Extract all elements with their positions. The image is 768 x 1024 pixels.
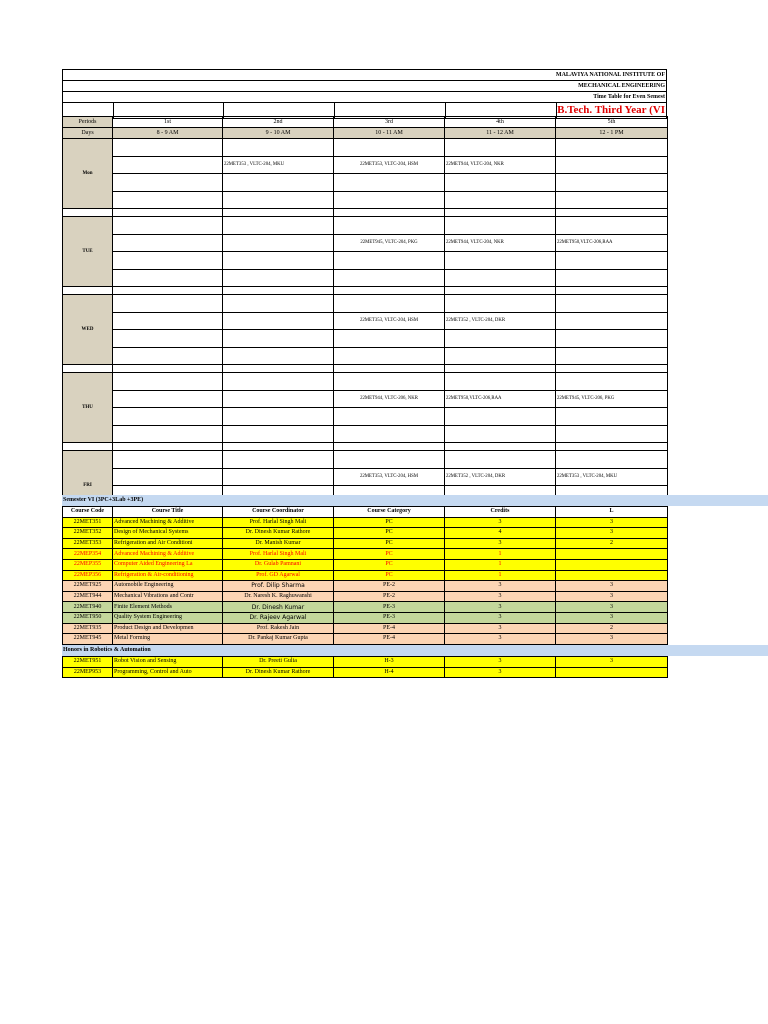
course-category: PE-4 xyxy=(334,623,445,634)
timetable-slot xyxy=(556,191,668,209)
column-header: Credits xyxy=(445,507,556,518)
timetable-slot xyxy=(113,468,223,486)
course-category: PE-3 xyxy=(334,602,445,613)
course-coordinator: Prof. Harlal Singh Mali xyxy=(223,549,334,560)
day-label: THU xyxy=(63,373,113,443)
course-code: 22MET944 xyxy=(63,591,113,602)
course-category: PC xyxy=(334,517,445,528)
course-credits: 1 xyxy=(445,559,556,570)
course-row xyxy=(63,623,668,634)
course-row xyxy=(63,667,668,678)
course-title: Programming, Control and Auto xyxy=(113,667,223,678)
day-label: FRI xyxy=(63,451,113,521)
timetable-slot xyxy=(113,217,223,235)
timetable-slot xyxy=(113,295,223,313)
timetable-slot: 22MET352 , VLTC-204, DKR xyxy=(445,312,556,330)
column-header: Course Title xyxy=(113,507,223,518)
day-subrow xyxy=(63,191,668,209)
timetable-slot: 22MET945, VLTC-204, PKG xyxy=(334,234,445,252)
timetable-slot xyxy=(223,234,334,252)
timetable-slot xyxy=(556,174,668,192)
gap-cell xyxy=(445,443,556,451)
day-gap xyxy=(63,209,668,217)
course-credits: 3 xyxy=(445,623,556,634)
column-header: L xyxy=(556,507,668,518)
course-title: Advanced Machining & Additive xyxy=(113,517,223,528)
timetable-slot xyxy=(223,425,334,443)
gap-cell xyxy=(223,209,334,217)
periods-label: Periods xyxy=(63,117,113,128)
timetable-slot xyxy=(445,425,556,443)
course-coordinator: Dr. Pankaj Kumar Gupta xyxy=(223,634,334,645)
timetable-slot xyxy=(334,425,445,443)
period-header: 1st xyxy=(113,117,223,128)
course-lectures xyxy=(556,549,668,560)
day-subrow xyxy=(63,252,668,270)
time-header: 12 - 1 PM xyxy=(556,128,668,139)
day-subrow xyxy=(63,347,668,365)
timetable-slot xyxy=(556,312,668,330)
timetable-slot xyxy=(113,252,223,270)
gap-cell xyxy=(556,209,668,217)
timetable-slot xyxy=(113,312,223,330)
day-subrow xyxy=(63,390,668,408)
day-subrow xyxy=(63,139,668,157)
course-coordinator: Dr. Rajeev Agarwal xyxy=(223,612,334,623)
course-title: Quality System Engineering xyxy=(113,612,223,623)
course-code: 22MET925 xyxy=(63,581,113,592)
course-body xyxy=(63,517,668,644)
timetable-slot: 22MET945, VLTC-206, PKG xyxy=(556,390,668,408)
gap-cell xyxy=(113,287,223,295)
course-row xyxy=(63,657,668,668)
timetable-slot xyxy=(223,312,334,330)
gap-cell xyxy=(113,365,223,373)
period-header: 2nd xyxy=(223,117,334,128)
course-lectures: 3 xyxy=(556,612,668,623)
course-code: 22MET950 xyxy=(63,612,113,623)
course-code: 22MET351 xyxy=(63,517,113,528)
day-subrow xyxy=(63,217,668,235)
timetable-slot xyxy=(556,252,668,270)
timetable-slot xyxy=(334,373,445,391)
course-row xyxy=(63,612,668,623)
timetable-slot xyxy=(445,174,556,192)
course-category: PC xyxy=(334,528,445,539)
course-lectures: 3 xyxy=(556,657,668,668)
gap-cell xyxy=(63,287,113,295)
course-lectures: 3 xyxy=(556,517,668,528)
timetable-slot: 22MET353, VLTC-204, HSM xyxy=(334,468,445,486)
course-code: 22MET945 xyxy=(63,634,113,645)
course-row xyxy=(63,559,668,570)
course-code: 22MET352 xyxy=(63,528,113,539)
day-subrow xyxy=(63,373,668,391)
course-category: PC xyxy=(334,549,445,560)
timetable-slot xyxy=(334,451,445,469)
course-credits: 3 xyxy=(445,657,556,668)
course-title: Advanced Machining & Additive xyxy=(113,549,223,560)
course-category: PE-2 xyxy=(334,591,445,602)
timetable-slot xyxy=(556,451,668,469)
course-code: 22MEP356 xyxy=(63,570,113,581)
course-coordinator: Dr. Preeti Gulia xyxy=(223,657,334,668)
timetable-slot xyxy=(445,139,556,157)
course-category: PC xyxy=(334,538,445,549)
course-lectures xyxy=(556,559,668,570)
day-gap xyxy=(63,365,668,373)
document-header xyxy=(62,69,667,119)
timetable-slot xyxy=(556,373,668,391)
gap-cell xyxy=(445,365,556,373)
timetable-slot xyxy=(113,234,223,252)
timetable-slot xyxy=(445,408,556,426)
course-credits: 3 xyxy=(445,667,556,678)
course-title: Refrigeration & Air-conditioning xyxy=(113,570,223,581)
course-lectures: 3 xyxy=(556,581,668,592)
course-title: Robot Vision and Sensing xyxy=(113,657,223,668)
course-title: Refrigeration and Air Conditioni xyxy=(113,538,223,549)
day-subrow xyxy=(63,408,668,426)
weekly-timetable xyxy=(62,116,668,529)
gap-cell xyxy=(223,443,334,451)
gap-cell xyxy=(445,287,556,295)
timetable-slot xyxy=(445,451,556,469)
course-coordinator: Prof. Dilip Sharma xyxy=(223,581,334,592)
course-lectures: 3 xyxy=(556,602,668,613)
day-label: TUE xyxy=(63,217,113,287)
time-header: 9 - 10 AM xyxy=(223,128,334,139)
course-credits: 3 xyxy=(445,602,556,613)
timetable-slot xyxy=(556,330,668,348)
gap-cell xyxy=(223,287,334,295)
timetable-slot xyxy=(113,330,223,348)
day-subrow xyxy=(63,234,668,252)
course-category: H-4 xyxy=(334,667,445,678)
timetable-slot: 22MET950,VLTC-206,RAA xyxy=(445,390,556,408)
honors-course-table xyxy=(62,656,668,678)
period-header: 3rd xyxy=(334,117,445,128)
course-title: Computer Aided Engineering La xyxy=(113,559,223,570)
day-subrow xyxy=(63,295,668,313)
column-header: Course Category xyxy=(334,507,445,518)
semester-course-table xyxy=(62,506,668,645)
timetable-slot xyxy=(223,217,334,235)
course-row xyxy=(63,634,668,645)
timetable-slot xyxy=(556,295,668,313)
course-title: Metal Forming xyxy=(113,634,223,645)
timetable-slot xyxy=(334,269,445,287)
timetable-slot xyxy=(223,191,334,209)
timetable-slot xyxy=(223,174,334,192)
course-title: Product Design and Developmen xyxy=(113,623,223,634)
timetable-slot xyxy=(223,330,334,348)
timetable-subtitle: Time Table for Even Semest xyxy=(63,92,666,103)
gap-cell xyxy=(223,365,334,373)
timetable-slot xyxy=(113,156,223,174)
gap-cell xyxy=(556,443,668,451)
course-credits: 3 xyxy=(445,538,556,549)
timetable-slot xyxy=(556,269,668,287)
timetable-slot xyxy=(445,217,556,235)
course-lectures xyxy=(556,667,668,678)
honors-body xyxy=(63,657,668,678)
day-gap xyxy=(63,443,668,451)
course-code: 22MEP355 xyxy=(63,559,113,570)
day-subrow xyxy=(63,425,668,443)
semester-heading: Semester VI (3PC+3Lab +3PE) xyxy=(62,495,768,506)
period-header: 5th xyxy=(556,117,668,128)
course-coordinator: Dr. Dinesh Kumar xyxy=(223,602,334,613)
timetable-slot xyxy=(445,191,556,209)
timetable-slot xyxy=(223,408,334,426)
timetable-slot xyxy=(113,269,223,287)
course-coordinator: Prof. Harlal Singh Mali xyxy=(223,517,334,528)
timetable-slot xyxy=(113,139,223,157)
course-table-header xyxy=(63,507,668,518)
timetable-slot xyxy=(223,373,334,391)
gap-cell xyxy=(556,287,668,295)
course-credits: 1 xyxy=(445,570,556,581)
day-label: WED xyxy=(63,295,113,365)
course-lectures: 3 xyxy=(556,634,668,645)
course-category: PE-4 xyxy=(334,634,445,645)
course-lectures: 2 xyxy=(556,538,668,549)
timetable-slot: 22MET353 , VLTC-204, MKU xyxy=(556,468,668,486)
timetable-slot xyxy=(334,295,445,313)
day-subrow xyxy=(63,451,668,469)
gap-cell xyxy=(556,365,668,373)
timetable-slot: 22MET944, VLTC-204, NKR xyxy=(445,234,556,252)
timetable-slot xyxy=(113,373,223,391)
course-code: 22MEP354 xyxy=(63,549,113,560)
time-header: 8 - 9 AM xyxy=(113,128,223,139)
program-title: B.Tech. Third Year (VI xyxy=(557,104,665,116)
timetable-slot xyxy=(223,347,334,365)
day-subrow xyxy=(63,468,668,486)
course-category: H-3 xyxy=(334,657,445,668)
course-code: 22MET951 xyxy=(63,657,113,668)
course-coordinator: Dr. Dinesh Kumar Rathore xyxy=(223,528,334,539)
course-code: 22MEP953 xyxy=(63,667,113,678)
timetable-slot xyxy=(113,390,223,408)
timetable-slot: 22MET353, VLTC-204, HSM xyxy=(334,312,445,330)
course-row xyxy=(63,591,668,602)
timetable-slot xyxy=(113,451,223,469)
gap-cell xyxy=(63,365,113,373)
timetable-slot xyxy=(334,252,445,270)
time-header: 10 - 11 AM xyxy=(334,128,445,139)
course-row xyxy=(63,528,668,539)
course-title: Design of Mechanical Systems xyxy=(113,528,223,539)
column-header: Course Coordinator xyxy=(223,507,334,518)
course-coordinator: Dr. Gulab Pamnani xyxy=(223,559,334,570)
timetable-slot xyxy=(223,269,334,287)
course-credits: 3 xyxy=(445,612,556,623)
timetable-slot: 22MET353, VLTC-204, HSM xyxy=(334,156,445,174)
timetable-slot xyxy=(334,174,445,192)
timetable-slot xyxy=(113,347,223,365)
timetable-slot xyxy=(334,408,445,426)
course-row xyxy=(63,581,668,592)
course-coordinator: Dr. Dinesh Kumar Rathore xyxy=(223,667,334,678)
course-credits: 3 xyxy=(445,634,556,645)
course-title: Mechanical Vibrations and Contr xyxy=(113,591,223,602)
gap-cell xyxy=(445,209,556,217)
timetable-slot xyxy=(445,269,556,287)
timetable-slot xyxy=(223,390,334,408)
timetable-slot xyxy=(556,156,668,174)
course-row xyxy=(63,602,668,613)
institute-name: MALAVIYA NATIONAL INSTITUTE OF xyxy=(63,70,666,81)
course-lectures xyxy=(556,570,668,581)
timetable-slot xyxy=(445,330,556,348)
day-gap xyxy=(63,287,668,295)
timetable-slot xyxy=(334,217,445,235)
timetable-slot xyxy=(556,408,668,426)
course-category: PC xyxy=(334,570,445,581)
course-category: PE-2 xyxy=(334,581,445,592)
timetable-slot: 22MET352 , VLTC-204, DKR xyxy=(445,468,556,486)
timetable-slot xyxy=(556,425,668,443)
course-title: Automobile Engineering xyxy=(113,581,223,592)
day-label: Mon xyxy=(63,139,113,209)
gap-cell xyxy=(334,365,445,373)
course-lectures: 2 xyxy=(556,623,668,634)
gap-cell xyxy=(334,209,445,217)
gap-cell xyxy=(113,443,223,451)
course-title: Finite Element Methods xyxy=(113,602,223,613)
timetable-slot xyxy=(445,252,556,270)
course-coordinator: Prof. GD Agarwal xyxy=(223,570,334,581)
course-credits: 1 xyxy=(445,549,556,560)
course-code: 22MET940 xyxy=(63,602,113,613)
timetable-slot: 22MET944, VLTC-206, NKR xyxy=(334,390,445,408)
timetable-slot: 22MET950,VLTC-206,RAA xyxy=(556,234,668,252)
day-subrow xyxy=(63,156,668,174)
course-row xyxy=(63,570,668,581)
course-credits: 3 xyxy=(445,581,556,592)
timetable-slot xyxy=(445,373,556,391)
timetable-slot xyxy=(223,468,334,486)
column-header: Course Code xyxy=(63,507,113,518)
timetable-slot xyxy=(223,451,334,469)
timetable-slot xyxy=(113,174,223,192)
day-subrow xyxy=(63,174,668,192)
timetable-slot xyxy=(223,139,334,157)
timetable-slot xyxy=(556,347,668,365)
gap-cell xyxy=(63,443,113,451)
timetable-slot xyxy=(556,139,668,157)
timetable-slot xyxy=(113,408,223,426)
times-row xyxy=(63,128,668,139)
timetable-slot xyxy=(445,347,556,365)
timetable-slot xyxy=(223,295,334,313)
gap-cell xyxy=(63,209,113,217)
gap-cell xyxy=(334,443,445,451)
period-header: 4th xyxy=(445,117,556,128)
course-category: PC xyxy=(334,559,445,570)
course-credits: 3 xyxy=(445,591,556,602)
course-row xyxy=(63,549,668,560)
course-code: 22MET935 xyxy=(63,623,113,634)
time-header: 11 - 12 AM xyxy=(445,128,556,139)
day-subrow xyxy=(63,312,668,330)
day-subrow xyxy=(63,330,668,348)
course-code: 22MET353 xyxy=(63,538,113,549)
days-label: Days xyxy=(63,128,113,139)
timetable-slot xyxy=(223,252,334,270)
department-name: MECHANICAL ENGINEERING xyxy=(63,81,666,92)
course-category: PE-3 xyxy=(334,612,445,623)
timetable-slot: 22MET353 , VLTC-204, MKU xyxy=(223,156,334,174)
timetable-slot: 22MET944, VLTC-204, NKR xyxy=(445,156,556,174)
periods-row xyxy=(63,117,668,128)
course-lectures: 3 xyxy=(556,591,668,602)
course-lectures: 3 xyxy=(556,528,668,539)
timetable-slot xyxy=(445,295,556,313)
honors-heading: Honors in Robotics & Automation xyxy=(62,645,768,656)
course-row xyxy=(63,517,668,528)
gap-cell xyxy=(334,287,445,295)
days-body xyxy=(63,139,668,529)
timetable-slot xyxy=(334,330,445,348)
timetable-slot xyxy=(334,139,445,157)
timetable-slot xyxy=(113,425,223,443)
day-subrow xyxy=(63,269,668,287)
timetable-slot xyxy=(334,347,445,365)
course-credits: 3 xyxy=(445,517,556,528)
course-coordinator: Dr. Manish Kumar xyxy=(223,538,334,549)
course-coordinator: Dr. Naresh K. Raghuwanshi xyxy=(223,591,334,602)
timetable-slot xyxy=(334,191,445,209)
timetable-slot xyxy=(113,191,223,209)
course-row xyxy=(63,538,668,549)
course-credits: 4 xyxy=(445,528,556,539)
timetable-slot xyxy=(556,217,668,235)
course-coordinator: Prof. Rakesh Jain xyxy=(223,623,334,634)
gap-cell xyxy=(113,209,223,217)
